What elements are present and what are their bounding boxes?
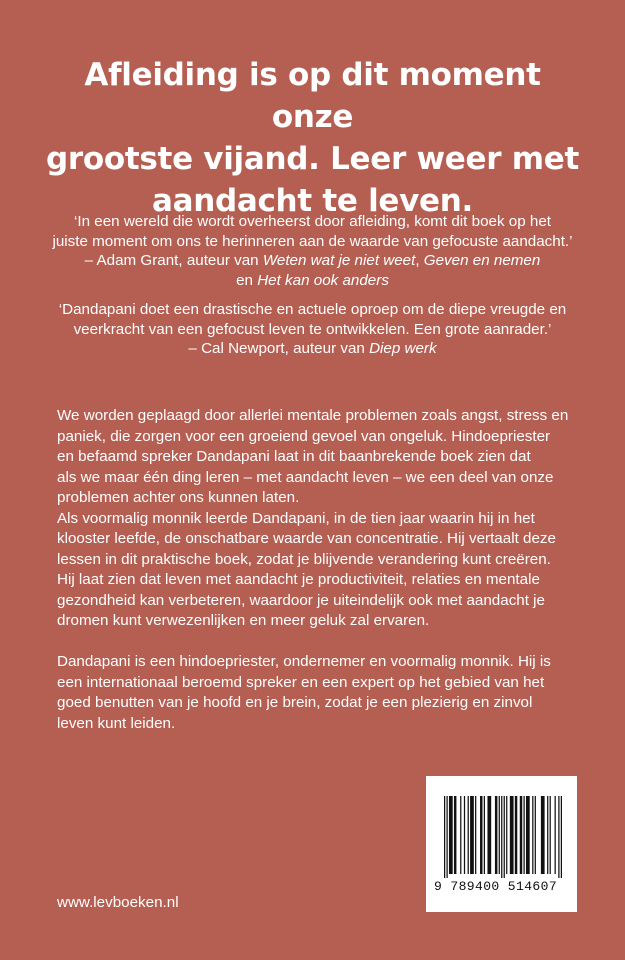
barcode-bar [558,796,559,878]
headline-line-3: aandacht te leven. [151,183,474,219]
book-title: Weten wat je niet weet [262,252,416,269]
headline [40,54,585,222]
blurb-line: dromen kunt verwezenlijken en meer geluk zal ervaren. [57,612,430,629]
blurb-line: problemen achter ons kunnen laten. [57,489,300,506]
blurb-line: klooster leefde, de onschatbare waarde van concentratie. Hij vertaalt deze [57,530,556,547]
barcode-bar [446,796,447,878]
barcode-bar [460,796,461,874]
endorsement-quote-adam-grant [40,212,585,290]
barcode-bar [470,796,474,874]
blurb-line: als we maar één ding leren – met aandacht leven – we een deel van onze [57,468,554,486]
quote-attribution [40,251,585,271]
barcode-bar [475,796,476,874]
blurb-line: leven kunt leiden. [57,714,176,732]
barcode-bar [499,796,500,874]
blurb-line: goed benutten van je hoofd en je brein, zodat je een plezierig en zinvol [57,694,533,711]
barcode-bar [444,796,445,878]
quote-attribution [40,339,585,359]
barcode-bar [515,796,517,874]
blurb-paragraph-book [57,406,572,632]
book-title: Diep werk [369,340,437,357]
blurb-line: We worden geplaagd door allerlei mentale problemen zoals angst, stress en [57,407,569,424]
headline-line-2: grootste vijand. Leer weer met [46,141,579,177]
barcode-bar [520,796,522,874]
headline-line-1: Afleiding is op dit moment onze [84,57,541,135]
blurb-line: gezondheid kan verbeteren, waardoor je uiteindelijk ook met aandacht je [57,591,546,609]
attribution-prefix: – Cal Newport, auteur van [188,340,370,357]
barcode-bar [501,796,502,878]
endorsement-quote-cal-newport [40,300,585,359]
blurb-line: en befaamd spreker Dandapani laat in dit baanbrekende boek zien dat [57,448,531,465]
blurb-line: Als voormalig monnik leerde Dandapani, in de tien jaar waarin hij in het [57,509,535,527]
barcode-bar [547,796,548,874]
barcode-bar [561,796,562,878]
barcode-bar [541,796,545,874]
isbn-barcode [426,776,577,912]
barcode-bar [480,796,482,874]
attribution-and: en [236,271,258,289]
barcode-bar [449,796,453,874]
barcode-bar [535,796,536,874]
barcode-bar [523,796,524,874]
barcode-bar [555,796,556,874]
barcode-bar [504,796,505,878]
barcode-bar [487,796,491,874]
blurb-line: Hij laat zien dat leven met aandacht je productiviteit, relaties en mentale [57,571,540,588]
attribution-separator: , [415,252,424,269]
blurb-line: paniek, die zorgen voor een groeiend gevoel van ongeluk. Hindoepriester [57,427,551,445]
barcode-bar [532,796,533,874]
barcode-bar [468,796,469,874]
book-title: Het kan ook anders [257,271,389,289]
blurb-paragraph-author [57,652,572,734]
barcode-bar [484,796,485,874]
blurb-line: een internationaal beroemd spreker en een expert op het gebied van het [57,673,545,691]
quote-line: juiste moment om ons te herinneren aan de waarde van gefocuste aandacht.’ [52,232,573,250]
blurb-line: lessen in dit praktische boek, zodat je blijvende verandering kunt creëren. [57,550,551,568]
barcode-bar [526,796,530,874]
blurb-line: Dandapani is een hindoepriester, ondernemer en voormalig monnik. Hij is [57,653,551,670]
quote-line: ‘Dandapani doet een drastische en actuele oproep om de diepe vreugde en [58,301,567,318]
quote-line: ‘In een wereld die wordt overheerst door afleiding, komt dit boek op het [74,213,551,230]
quote-attribution [40,271,585,291]
barcode-bar [510,796,514,874]
attribution-prefix: – Adam Grant, auteur van [84,252,263,269]
barcode-bar [550,796,551,874]
isbn-number: 9 789400 514607 [434,879,558,894]
barcode-bar [454,796,456,874]
barcode-bar [464,796,465,874]
quote-line: veerkracht van een gefocust leven te ontwikkelen. Een grote aanrader.’ [73,320,552,338]
barcode-bars [444,796,562,878]
book-title: Geven en nemen [423,252,541,269]
publisher-website: www.levboeken.nl [57,894,179,911]
barcode-bar [495,796,497,874]
barcode-bar [506,796,507,874]
